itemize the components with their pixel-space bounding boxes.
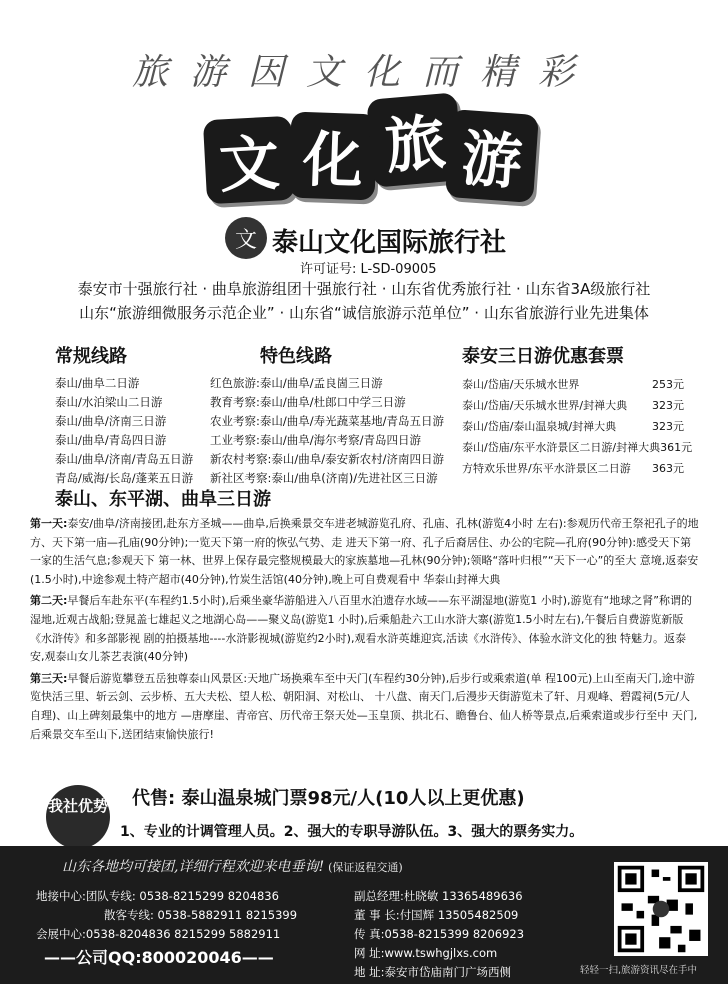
contact-text: 杜晓敏 13365489636: [403, 889, 523, 903]
contact-label: 地接中心:: [36, 889, 86, 903]
agent-sale: 代售: 泰山温泉城门票98元/人(10人以上更优惠): [132, 788, 525, 809]
package-tickets: [462, 342, 693, 479]
list-item: 泰山/曲阜/济南/青岛五日游: [55, 452, 194, 466]
package-name: 泰山/岱庙/东平水浒景区二日游/封禅大典: [462, 441, 661, 454]
contact-label: 网 址:: [354, 946, 385, 960]
slogan: 旅游因文化而精彩: [131, 52, 596, 93]
license-number: 许可证号: L-SD-09005: [300, 262, 437, 277]
itinerary-day-1: [30, 515, 700, 589]
itinerary-day-2: [30, 592, 700, 666]
route-name: 泰山/曲阜/海尔考察/青岛四日游: [259, 433, 421, 447]
contact-text: 0538-8215399 8206923: [384, 927, 525, 941]
tagline-text: 山东各地均可接团,详细行程欢迎来电垂询!: [62, 859, 325, 875]
title-tile-4: 游: [445, 109, 539, 203]
route-name: 泰山/曲阜/寿光蔬菜基地/青岛五日游: [259, 414, 444, 428]
route-type: 红色旅游:: [210, 376, 260, 390]
itinerary-day-3: [30, 670, 700, 744]
contact-text: 团队专线: 0538-8215299 8204836: [85, 889, 279, 903]
day-text: 早餐后游览攀登五岳独尊泰山风景区:天地广场换乘车至中天门(车程约30分钟),后步行或乘索道(单 程100元)上山至南天门,途中游览快活三里、斩云剑、云步桥、五大夫松、望人松、朝阳洞、对松山、 十八盘、南天门,后漫步天街游览未了轩、月观峰、碧霞祠(5元/人 自理)、山上碑刻最集中的地方 —唐摩崖、青帝宫、历代帝王祭天处—玉皇顶、拱北石、瞻鲁台、仙人桥等景点,后乘索道或步行至中 天门,后乘景交车至山下,送团结束愉快旅行!: [30, 671, 698, 741]
footer-tagline: [62, 856, 403, 876]
honors-line-1: 泰安市十强旅行社 · 曲阜旅游组团十强旅行社 · 山东省优秀旅行社 · 山东省3A级旅行社: [77, 280, 651, 298]
route-name: 泰山/曲阜/孟良崮三日游: [259, 376, 383, 390]
regular-routes-title: 常规线路: [55, 346, 127, 367]
title-tile-1: 文: [203, 116, 295, 204]
special-routes-list: [210, 374, 444, 488]
contact-right-1: [354, 888, 523, 904]
contact-label: 董 事 长:: [354, 908, 400, 922]
day-text: 早餐后车赴东平(车程约1.5小时),后乘坐豪华游船进入八百里水泊遗存水域——东平湖湿地(游览1 小时),游览有“地球之肾”称谓的湿地,近观古战船;登晁盖七雄起义之地湖心岛——聚义岛(游览1 小时),后乘船赴六工山水浒大寨(游览1.5小时左右),午餐后自费游览新版《水浒传》和多部影视 剧的拍摄基地----水浒影视城(游览约2小时),观看水浒英雄迎宾,活读《水浒传》、体验水浒文化的独 特魅力。返泰安,观泰山女儿茶艺表演(40分钟): [30, 594, 692, 664]
day-label: 第一天:: [30, 517, 68, 530]
package-tickets-title: 泰安三日游优惠套票: [462, 346, 624, 367]
regular-routes: [55, 342, 193, 488]
title-tile-3: 旅: [366, 92, 463, 188]
contact-label: 传 真:: [354, 927, 385, 941]
company-qq: ——公司QQ:800020046——: [44, 948, 274, 967]
special-routes-title: 特色线路: [260, 346, 332, 367]
qr-code-icon[interactable]: [614, 862, 708, 956]
regular-routes-list: [55, 374, 193, 488]
route-type: 工业考察:: [210, 433, 260, 447]
route-name: 泰山/曲阜/杜郎口中学三日游: [259, 395, 406, 409]
list-item: [462, 374, 684, 395]
list-item: 泰山/水泊梁山二日游: [55, 395, 163, 409]
honors-line-2: 山东“旅游细微服务示范企业” · 山东省“诚信旅游示范单位” · 山东省旅游行业先进集体: [79, 304, 649, 322]
list-item: 青岛/威海/长岛/蓬莱五日游: [55, 471, 194, 485]
list-item: [210, 374, 444, 393]
advantages: 1、专业的计调管理人员。2、强大的专职导游队伍。3、强大的票务实力。: [120, 824, 584, 840]
agency-logo-icon: 文: [225, 217, 267, 259]
contact-left-2: [104, 907, 297, 923]
route-type: 新社区考察:: [210, 471, 272, 485]
contact-right-2: [354, 907, 518, 923]
contact-text: 散客专线: 0538-5882911 8215399: [104, 908, 298, 922]
contact-right-4: [354, 945, 497, 961]
advantage-badge: 我社优势: [46, 785, 110, 849]
package-name: 泰山/岱庙/泰山温泉城/封禅大典: [462, 420, 617, 433]
package-price: 323元: [652, 399, 684, 412]
contact-label: 地 址:: [354, 965, 385, 979]
title-tile-2: 化: [289, 112, 378, 201]
list-item: 泰山/曲阜/青岛四日游: [55, 433, 167, 447]
tagline-note: (保证返程交通): [328, 861, 403, 874]
contact-text: 泰安市岱庙南门广场西侧: [384, 965, 512, 979]
day-label: 第二天:: [30, 594, 68, 608]
route-name: 泰山/曲阜(济南)/先进社区三日游: [271, 471, 438, 485]
special-routes: [210, 342, 444, 488]
list-item: [210, 393, 444, 412]
contact-text: 0538-8204836 8215299 5882911: [85, 927, 281, 941]
route-name: 泰山/曲阜/泰安新农村/济南四日游: [271, 452, 444, 466]
list-item: [462, 437, 693, 458]
itinerary: [30, 515, 700, 747]
list-item: 泰山/曲阜二日游: [55, 376, 140, 390]
contact-label: 副总经理:: [354, 889, 404, 903]
website-link[interactable]: www.tswhgjlxs.com: [384, 946, 498, 960]
package-price: 253元: [652, 378, 684, 391]
tour-title: 泰山、东平湖、曲阜三日游: [55, 489, 271, 510]
route-type: 教育考察:: [210, 395, 260, 409]
list-item: 泰山/曲阜/济南三日游: [55, 414, 167, 428]
contact-right-3: [354, 926, 524, 942]
package-price: 363元: [652, 462, 684, 475]
contact-label: 会展中心:: [36, 927, 86, 941]
package-list: [462, 374, 693, 479]
list-item: [210, 431, 444, 450]
route-type: 农业考察:: [210, 414, 260, 428]
route-type: 新农村考察:: [210, 452, 272, 466]
day-label: 第三天:: [30, 671, 68, 685]
list-item: [462, 395, 684, 416]
qr-caption: 轻轻一扫,旅游资讯尽在手中: [580, 965, 698, 976]
contact-right-5: [354, 964, 511, 980]
day-text: 泰安/曲阜/济南接团,赴东方圣城——曲阜,后换乘景交车进老城游览孔府、孔庙、孔林(游览4小时 左右):参观历代帝王祭祀孔子的地方、天下第一庙—孔庙(90分钟);一览天下第一府的恢弘气势、走 进天下第一府、孔子后裔居住、办公的宅院—孔府(90分钟):感受天下第一家的生活气息;参观天下 第一林、世界上保存最完整规模最大的家族墓地—孔林(90分钟);领略“落叶归根”“天下一心”的至大 意境,返泰安(1.5小时),中途参观土特产超市(40分钟),竹炭生活馆(40分钟),晚上可自费观看中 华泰山封禅大典: [30, 517, 699, 586]
package-price: 361元: [660, 441, 693, 454]
contact-left-3: [36, 926, 280, 942]
contact-left-1: [36, 888, 279, 904]
agency-name: 泰山文化国际旅行社: [272, 228, 507, 258]
package-price: 323元: [652, 420, 684, 433]
list-item: [210, 412, 444, 431]
list-item: [462, 416, 684, 437]
package-name: 泰山/岱庙/天乐城水世界: [462, 378, 580, 391]
package-name: 方特欢乐世界/东平水浒景区二日游: [462, 462, 631, 475]
list-item: [210, 450, 444, 469]
package-name: 泰山/岱庙/天乐城水世界/封禅大典: [462, 399, 628, 412]
contact-text: 付国辉 13505482509: [399, 908, 519, 922]
list-item: [462, 458, 684, 479]
